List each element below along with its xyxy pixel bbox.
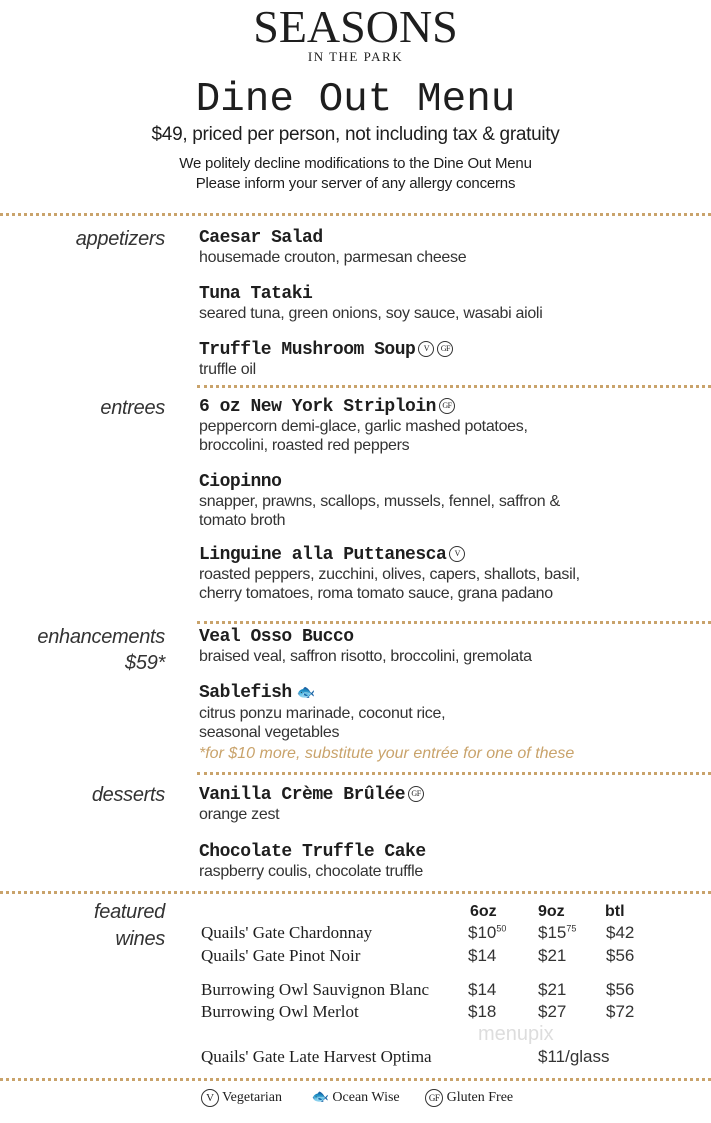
item-name: Ciopinno — [199, 472, 282, 492]
item-desc: truffle oil — [199, 361, 256, 378]
item-name: Vanilla Crème Brûlée — [199, 785, 406, 805]
wine-price-6oz: $14 — [468, 946, 497, 965]
section-label-entrees: entrees — [100, 397, 165, 419]
wine-header-9oz: 9oz — [538, 903, 565, 920]
ocean-wise-icon: 🐟 — [311, 1090, 329, 1105]
menu-item — [199, 472, 679, 530]
wine-price-9oz: $21 — [538, 946, 567, 965]
item-desc: citrus ponzu marinade, coconut rice, — [199, 705, 446, 722]
vegetarian-icon: V — [449, 546, 465, 562]
item-desc: roasted peppers, zucchini, olives, capers, shallots, basil, — [199, 566, 580, 583]
dessert-wine-price: $11/glass — [538, 1047, 610, 1066]
modifications-note: We politely decline modifications to the Dine Out Menu — [179, 155, 532, 172]
item-name: Sablefish — [199, 683, 292, 703]
gluten-free-icon: GF — [408, 786, 424, 802]
ocean-wise-icon: 🐟 — [296, 685, 315, 702]
vegetarian-icon: V — [201, 1089, 219, 1107]
wine-price-btl: $42 — [606, 923, 635, 942]
section-label-wines: wines — [115, 928, 165, 950]
item-desc: seared tuna, green onions, soy sauce, wasabi aioli — [199, 305, 543, 322]
item-name: Veal Osso Bucco — [199, 627, 354, 647]
item-name: Tuna Tataki — [199, 284, 313, 304]
menu-item — [199, 545, 679, 603]
section-label-appetizers: appetizers — [75, 228, 165, 250]
item-desc: seasonal vegetables — [199, 724, 340, 741]
wine-price-6oz: $14 — [468, 980, 497, 999]
wine-name: Burrowing Owl Sauvignon Blanc — [201, 980, 430, 999]
item-desc: housemade crouton, parmesan cheese — [199, 249, 467, 266]
gluten-free-icon: GF — [437, 341, 453, 357]
wine-header-btl: btl — [605, 903, 625, 920]
gluten-free-icon: GF — [439, 398, 455, 414]
dessert-wine-name: Quails' Gate Late Harvest Optima — [201, 1047, 432, 1066]
menu-item — [199, 228, 679, 267]
menu-item — [199, 397, 679, 455]
menu-item — [199, 683, 679, 763]
menu-item — [199, 340, 679, 379]
item-desc: tomato broth — [199, 512, 286, 529]
item-desc: raspberry coulis, chocolate truffle — [199, 863, 423, 880]
price-line: $49, priced per person, not including tax & gratuity — [151, 124, 560, 145]
item-name: Caesar Salad — [199, 228, 323, 248]
item-name: Truffle Mushroom Soup — [199, 340, 416, 360]
menu-item — [199, 785, 679, 824]
wine-price-btl: $56 — [606, 946, 635, 965]
wine-name: Quails' Gate Pinot Noir — [201, 946, 361, 965]
enhancement-note: *for $10 more, substitute your entrée for one of these — [199, 745, 575, 762]
enhancements-price: $59* — [125, 652, 165, 674]
divider — [0, 213, 711, 216]
menu-item — [199, 284, 679, 323]
page-title: Dine Out Menu — [195, 77, 516, 123]
menu-item — [199, 842, 679, 881]
item-name: 6 oz New York Striploin — [199, 397, 436, 417]
logo: SEASONS — [253, 1, 458, 52]
item-desc: orange zest — [199, 806, 280, 823]
section-label-featured: featured — [94, 901, 165, 923]
section-label-desserts: desserts — [91, 784, 165, 806]
item-desc: snapper, prawns, scallops, mussels, fennel, saffron & — [199, 493, 560, 510]
wine-price-9oz: $27 — [538, 1002, 567, 1021]
item-name: Chocolate Truffle Cake — [199, 842, 426, 862]
item-desc: peppercorn demi-glace, garlic mashed potatoes, — [199, 418, 528, 435]
wine-price-9oz: $21 — [538, 980, 567, 999]
menu-item — [199, 627, 679, 666]
divider — [0, 1078, 711, 1081]
wine-price-btl: $56 — [606, 980, 635, 999]
wine-price-6oz: $\$10^{50}$ — [468, 923, 507, 942]
divider — [0, 891, 711, 894]
wine-name: Quails' Gate Chardonnay — [201, 923, 373, 942]
wine-price-btl: $72 — [606, 1002, 635, 1021]
wine-price-6oz: $18 — [468, 1002, 497, 1021]
divider — [197, 621, 711, 624]
item-desc: cherry tomatoes, roma tomato sauce, grana padano — [199, 585, 553, 602]
wine-name: Burrowing Owl Merlot — [201, 1002, 359, 1021]
vegetarian-icon: V — [418, 341, 434, 357]
logo-subtitle: IN THE PARK — [307, 49, 404, 64]
gluten-free-icon: GF — [425, 1089, 443, 1107]
wine-price-9oz: $\$15^{75}$ — [538, 923, 577, 942]
legend — [0, 1088, 711, 1108]
legend-ocean-wise: Ocean Wise — [332, 1090, 400, 1105]
item-desc: braised veal, saffron risotto, broccolini, gremolata — [199, 648, 532, 665]
legend-gluten-free: Gluten Free — [446, 1090, 514, 1105]
allergy-note: Please inform your server of any allergy concerns — [195, 175, 516, 192]
watermark: menupix — [478, 1023, 554, 1045]
divider — [197, 772, 711, 775]
legend-vegetarian: Vegetarian — [222, 1090, 282, 1105]
wine-header-6oz: 6oz — [470, 903, 497, 920]
item-name: Linguine alla Puttanesca — [199, 545, 447, 565]
divider — [197, 385, 711, 388]
item-desc: broccolini, roasted red peppers — [199, 437, 410, 454]
section-label-enhancements: enhancements — [37, 626, 165, 648]
